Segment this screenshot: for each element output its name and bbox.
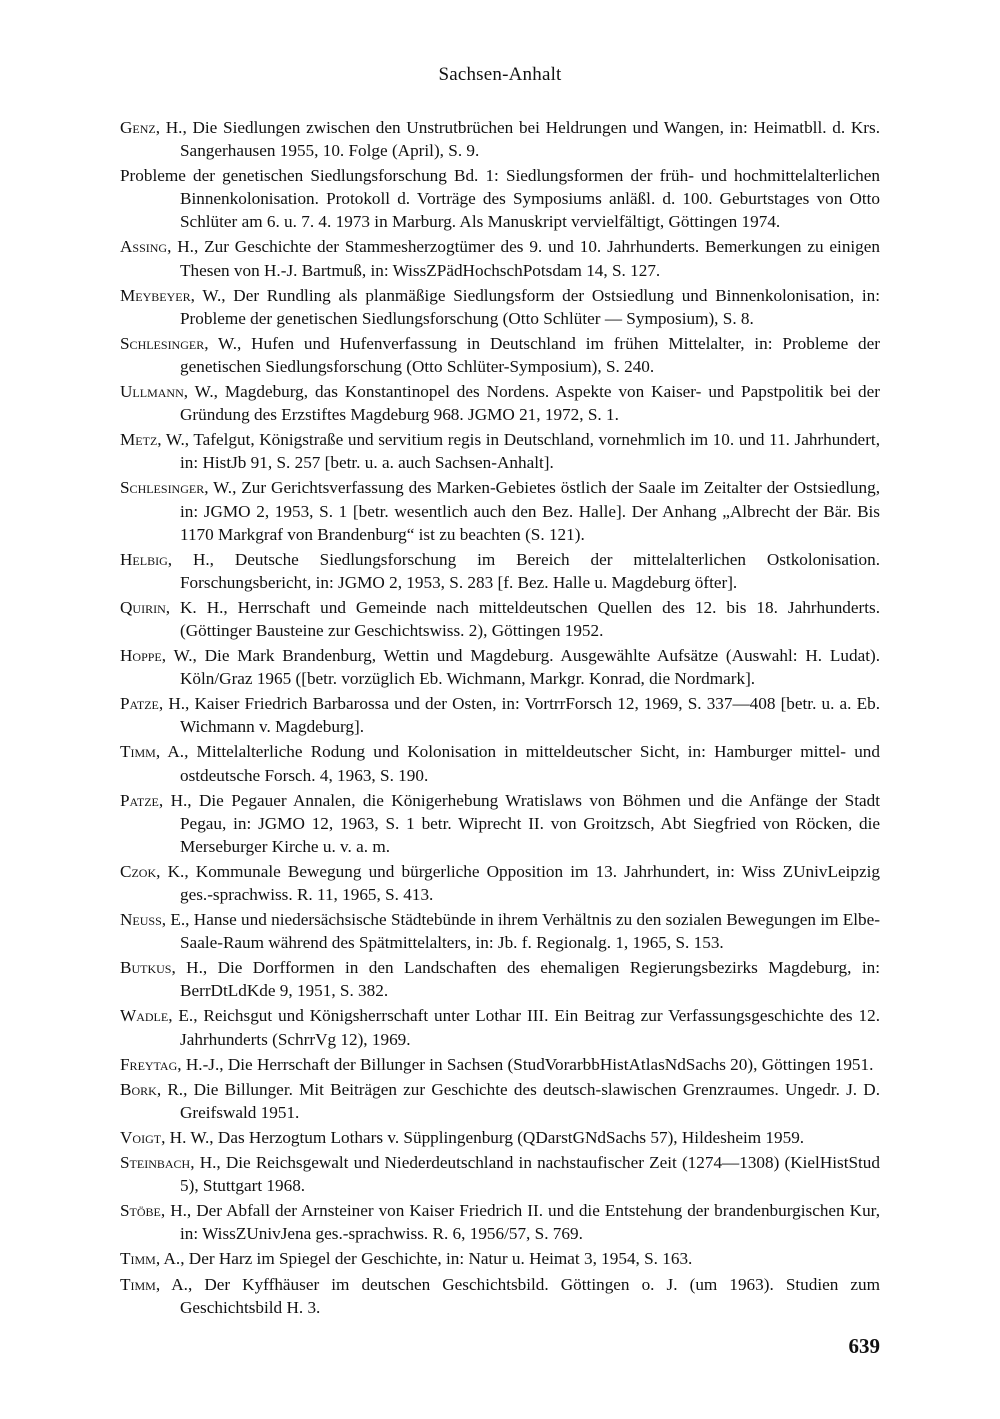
entry-author: Timm — [120, 1249, 156, 1269]
bibliography-entry — [120, 284, 880, 330]
entry-text: , H., Die Dorfformen in den Landschaften des ehemaligen Regierungsbezirks Magdeburg, in: BerrDtLdKde 9, 1951, S. 382. — [171, 958, 880, 1001]
bibliography-entry — [120, 908, 880, 954]
entry-text: , H., Die Siedlungen zwischen den Unstrutbrüchen bei Heldrungen und Wangen, in: Heimatbll. d. Krs. Sangerhausen 1955, 10. Folge (April), S. 9. — [155, 118, 880, 161]
bibliography-entry — [120, 1247, 880, 1270]
bibliography-entry — [120, 789, 880, 858]
bibliography-entry — [120, 692, 880, 738]
entry-author: Timm — [120, 1274, 156, 1294]
bibliography-entry — [120, 860, 880, 906]
entry-text: , H., Kaiser Friedrich Barbarossa und der Osten, in: VortrrForsch 12, 1969, S. 337—408 [betr. u. a. Eb. Wichmann v. Magdeburg]. — [158, 694, 880, 737]
entry-text: , W., Die Mark Brandenburg, Wettin und Magdeburg. Ausgewählte Aufsätze (Auswahl: H. Ludat). Köln/Graz 1965 ([betr. vorzüglich Eb. Wichmann, Markgr. Konrad, die Nordmark]. — [161, 646, 880, 689]
entry-text: , H., Die Reichsgewalt und Niederdeutschland in nachstaufischer Zeit (1274—1308) (KielHistStud 5), Stuttgart 1968. — [180, 1153, 880, 1196]
entry-text: , A., Mittelalterliche Rodung und Kolonisation in mitteldeutscher Sicht, in: Hamburger mittel- und ostdeutsche Forsch. 4, 1963, S. 190. — [155, 742, 880, 785]
bibliography-entry — [120, 1273, 880, 1319]
bibliography-entry — [120, 1004, 880, 1050]
entry-author: Assing — [120, 237, 168, 257]
entry-author: Schlesinger — [120, 478, 205, 498]
bibliography-entry — [120, 428, 880, 474]
entry-author: Voigt — [120, 1127, 162, 1147]
entry-text: , H., Die Pegauer Annalen, die Königerhebung Wratislaws von Böhmen und die Anfänge der Stadt Pegau, in: JGMO 12, 1963, S. 1 betr. Wiprecht II. von Groitzsch, Abt Siegfried von Röcken, die Merseburger Kirche u. v. a. m. — [158, 790, 880, 856]
entry-text: Probleme der genetischen Siedlungsforschung Bd. 1: Siedlungsformen der früh- und hochmittelalterlichen Binnenkolonisation. Protokoll d. Vorträge des Symposiums anläßl. d. 100. Geburtstages von Otto Schlüter am 6. u. 7. 4. 1973 in Marburg. Als Manuskript vervielfältigt, Göttingen 1974. — [120, 166, 880, 232]
entry-text: , E., Reichsgut und Königsherrschaft unter Lothar III. Ein Beitrag zur Verfassungsgeschichte des 12. Jahrhunderts (SchrrVg 12), 1969. — [168, 1006, 880, 1049]
entry-author: Quirin — [120, 597, 166, 617]
entry-text: , W., Magdeburg, das Konstantinopel des Nordens. Aspekte von Kaiser- und Papstpolitik bei der Gründung des Erzstiftes Magdeburg 968. JGMO 21, 1972, S. 1. — [180, 382, 880, 425]
entry-text: , H., Der Abfall der Arnsteiner von Kaiser Friedrich II. und die Entstehung der brandenburgischen Kur, in: WissZUnivJena ges.-sprachwiss. R. 6, 1956/57, S. 769. — [160, 1201, 880, 1244]
entry-text: , H., Zur Geschichte der Stammesherzogtümer des 9. und 10. Jahrhunderts. Bemerkungen zu einigen Thesen von H.-J. Bartmuß, in: WissZPädHochschPotsdam 14, S. 127. — [167, 237, 880, 280]
bibliography-entry — [120, 116, 880, 162]
entry-author: Steinbach — [120, 1153, 191, 1173]
entry-author: Ullmann — [120, 382, 184, 402]
running-head: Sachsen-Anhalt — [438, 64, 562, 85]
entry-text: , A., Der Harz im Spiegel der Geschichte, in: Natur u. Heimat 3, 1954, S. 163. — [155, 1249, 693, 1269]
bibliography-entry — [120, 1053, 880, 1076]
entry-text: , W., Zur Gerichtsverfassung des Marken-Gebietes östlich der Saale im Zeitalter der Ostsiedlung, in: JGMO 2, 1953, S. 1 [betr. wesentlich auch den Bez. Halle]. Der Anhang „Albrecht der Bär. Bis 1170 Markgraf von Brandenburg“ ist zu beachten (S. 121). — [180, 478, 880, 544]
entry-author: Metz — [120, 430, 158, 450]
bibliography-entry — [120, 644, 880, 690]
entry-author: Patze — [120, 694, 159, 714]
entry-author: Timm — [120, 742, 156, 762]
entry-text: , W., Hufen und Hufenverfassung in Deutschland im frühen Mittelalter, in: Probleme der genetischen Siedlungsforschung (Otto Schlüter-Symposium), S. 240. — [180, 333, 880, 376]
page-number: 639 — [848, 1334, 880, 1358]
entry-author: Schlesinger — [120, 333, 205, 353]
entry-author: Butkus — [120, 958, 172, 978]
entry-text: , W., Der Rundling als planmäßige Siedlungsform der Ostsiedlung und Binnenkolonisation, in: Probleme der genetischen Siedlungsforschung (Otto Schlüter — Symposium), S. 8. — [180, 285, 880, 328]
entry-text: , A., Der Kyffhäuser im deutschen Geschichtsbild. Göttingen o. J. (um 1963). Studien zum Geschichtsbild H. 3. — [155, 1274, 880, 1317]
entry-text: , E., Hanse und niedersächsische Städtebünde in ihrem Verhältnis zu den sozialen Bewegungen im Elbe-Saale-Raum während des Spätmittelalters, in: Jb. f. Regionalg. 1, 1965, S. 153. — [161, 910, 880, 953]
entry-text: , R., Die Billunger. Mit Beiträgen zur Geschichte des deutsch-slawischen Grenzraumes. Ungedr. J. D. Greifswald 1951. — [156, 1079, 880, 1122]
bibliography-entry — [120, 1151, 880, 1197]
entry-author: Wadle — [120, 1006, 169, 1026]
entry-author: Neuss — [120, 910, 162, 930]
entry-author: Meybeyer — [120, 285, 191, 305]
entry-author: Helbig — [120, 549, 168, 569]
entry-author: Czok — [120, 861, 157, 881]
bibliography-entry — [120, 956, 880, 1002]
entry-author: Stöbe — [120, 1201, 161, 1221]
entry-text: , K. H., Herrschaft und Gemeinde nach mitteldeutschen Quellen des 12. bis 18. Jahrhunderts. (Göttinger Bausteine zur Geschichtswiss. 2), Göttingen 1952. — [165, 597, 880, 640]
bibliography-entry — [120, 596, 880, 642]
entry-text: , K., Kommunale Bewegung und bürgerliche Opposition im 13. Jahrhundert, in: Wiss ZUnivLeipzig ges.-sprachwiss. R. 11, 1965, S. 413. — [156, 861, 880, 904]
bibliography-entry — [120, 164, 880, 233]
entry-text: , H.-J., Die Herrschaft der Billunger in Sachsen (StudVorarbbHistAtlasNdSachs 20), Göttingen 1951. — [177, 1054, 874, 1074]
bibliography-entry — [120, 235, 880, 281]
entry-author: Genz — [120, 118, 156, 137]
bibliography-entry — [120, 476, 880, 545]
bibliography-entry — [120, 332, 880, 378]
bibliography-entry — [120, 1126, 880, 1149]
entry-author: Freytag — [120, 1054, 178, 1074]
entry-author: Bork — [120, 1079, 157, 1099]
bibliography-entry — [120, 1078, 880, 1124]
entry-text: , H. W., Das Herzogtum Lothars v. Süpplingenburg (QDarstGNdSachs 57), Hildesheim 1959. — [161, 1127, 805, 1147]
bibliography-list — [120, 116, 880, 1321]
bibliography-entry — [120, 380, 880, 426]
entry-text: , W., Tafelgut, Königstraße und servitium regis in Deutschland, vornehmlich im 10. und 11. Jahrhundert, in: HistJb 91, S. 257 [betr. u. a. auch Sachsen-Anhalt]. — [157, 430, 880, 473]
entry-author: Hoppe — [120, 646, 162, 666]
bibliography-entry — [120, 1199, 880, 1245]
entry-text: , H., Deutsche Siedlungsforschung im Bereich der mittelalterlichen Ostkolonisation. Forschungsbericht, in: JGMO 2, 1953, S. 283 [f. Bez. Halle u. Magdeburg öfter]. — [167, 549, 880, 592]
bibliography-entry — [120, 548, 880, 594]
bibliography-entry — [120, 740, 880, 786]
entry-author: Patze — [120, 790, 159, 810]
